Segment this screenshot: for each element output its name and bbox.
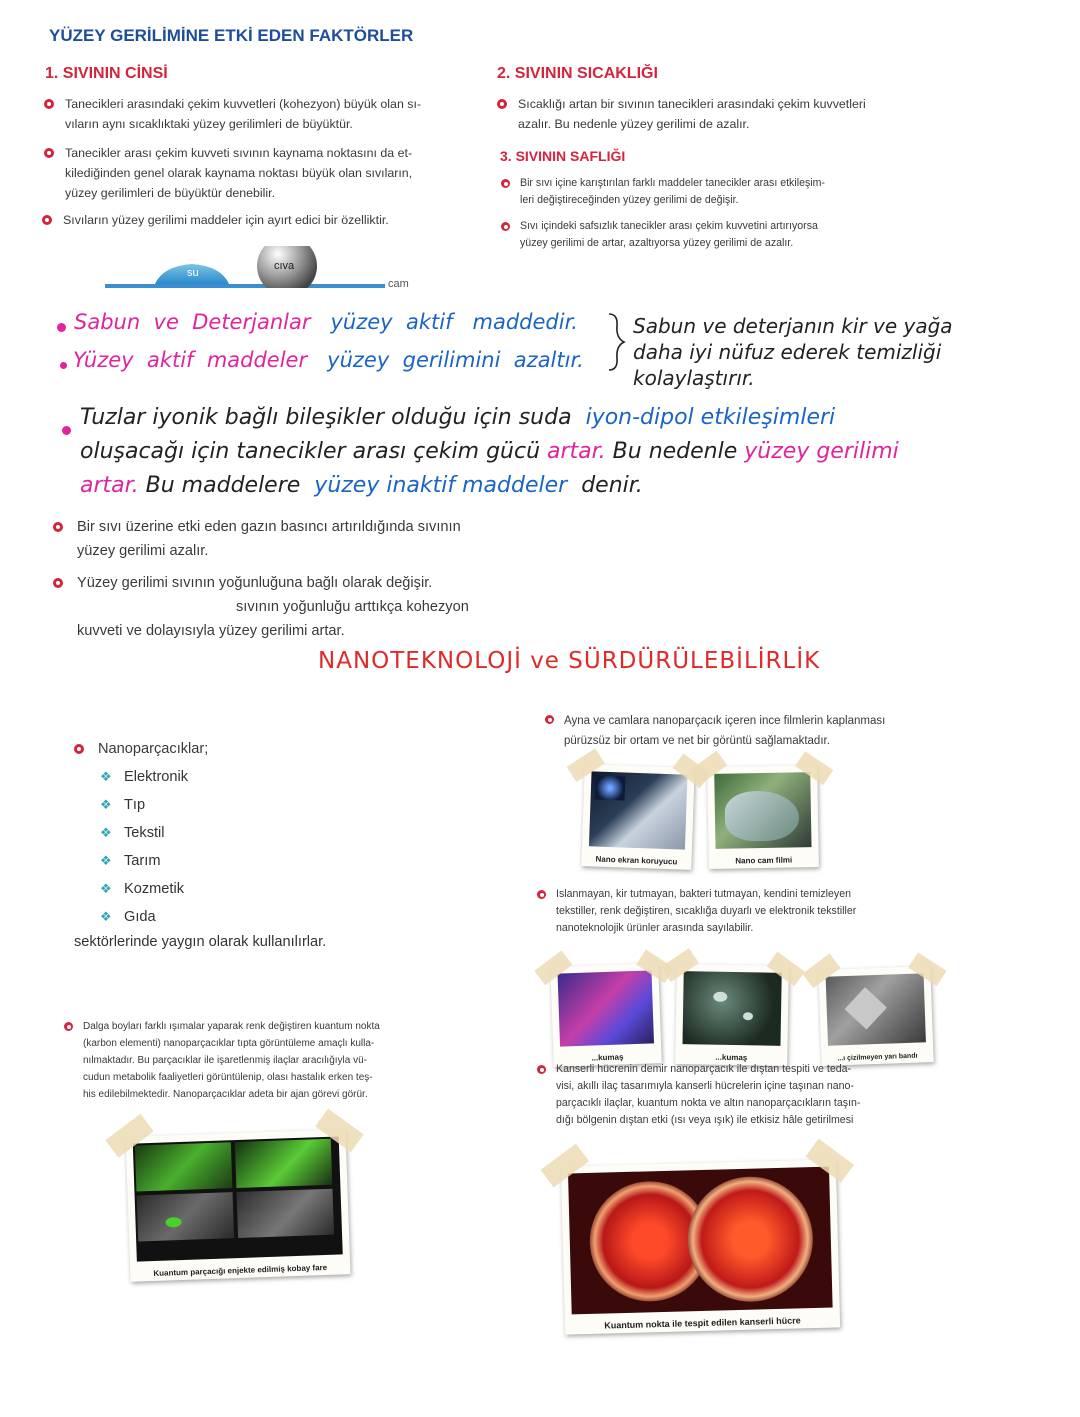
gas-bullet-1: Bir sıvı üzerine etki eden gazın basıncı artırıldığında sıvının yüzey gerilimi azalır.: [53, 515, 493, 563]
nano-intro: Nanoparçacıklar;: [74, 737, 208, 761]
cancer-caption: Kuantum nokta ile tespit edilen kanserli hücre: [604, 1315, 801, 1331]
textile-photo-1: [550, 963, 661, 1067]
bullet-icon: [53, 522, 63, 532]
note-dot-3: [62, 426, 71, 435]
section-2-heading: 2. SIVININ SICAKLIĞI: [497, 65, 658, 82]
brace-mark: [606, 312, 628, 372]
diamond-icon: ❖: [100, 909, 112, 924]
nano-heading: NANOTEKNOLOJİ ve SÜRDÜRÜLEBİLİRLİK: [318, 648, 821, 674]
screen-protector-photo: [581, 764, 694, 870]
bullet-icon: [501, 179, 510, 188]
textile-photo-2: [675, 964, 789, 1066]
cancer-cell-photo: [561, 1159, 840, 1334]
sector-list: [100, 763, 188, 931]
mouse-caption: Kuantum parçacığı enjekte edilmiş kobay fare: [153, 1262, 328, 1278]
handwritten-note-3: Tuzlar iyonik bağlı bileşikler olduğu için suda iyon-dipol etkileşimleri oluşacağı için tanecikler arası çekim gücü artar. Bu nedenle yüzey gerilimi artar. Bu maddelere yüzey inaktif maddeler denir.: [80, 405, 899, 498]
diamond-icon: ❖: [100, 853, 112, 868]
surface-tension-diagram: [105, 246, 415, 292]
section-3-heading: 3. SIVININ SAFLIĞI: [500, 148, 626, 164]
cam-label: cam: [388, 278, 409, 290]
sec1-bullet-3: Sıvıların yüzey gerilimi maddeler için ayırt edici bir özelliktir.: [42, 210, 472, 230]
diamond-icon: ❖: [100, 797, 112, 812]
mouse-photo: [126, 1129, 351, 1282]
textile-caption-3: ...ı çizilmeyen yarı bandı: [837, 1052, 918, 1063]
cancer-bullet: Kanserli hücrenin demir nanoparçacık ile dıştan tespiti ve teda- visi, akıllı ilaç tasarımıyla kanserli hücrelerin içine taşınan nano- parçacıklı ilaçlar, kuantum nokta ve altın nanoparçacıkların taşın- dığı bölgenin dıştan etki (ısı veya ışık) ile etkisiz hâle getirilmesi: [537, 1061, 887, 1129]
list-item: ❖ Tıp: [100, 797, 146, 813]
sec2-bullet-1: Sıcaklığı artan bir sıvının tanecikleri arasındaki çekim kuvvetleri azalır. Bu nedenle yüzey gerilimi de azalır.: [497, 94, 917, 134]
bullet-icon: [537, 890, 546, 899]
bullet-icon: [64, 1022, 73, 1031]
page-title: YÜZEY GERİLİMİNE ETKİ EDEN FAKTÖRLER: [49, 26, 414, 45]
civa-label: cıva: [274, 260, 295, 272]
sec3-bullet-1: Bir sıvı içine karıştırılan farklı maddeler tanecikler arası etkileşim- leri değiştireceğinden yüzey gerilimi de değişir.: [501, 175, 881, 209]
diamond-icon: ❖: [100, 825, 112, 840]
mirror-film-photo: [707, 765, 819, 869]
section-1-heading: 1. SIVININ CİNSİ: [45, 65, 168, 82]
quantum-bullet: Dalga boyları farklı ışımalar yaparak renk değiştiren kuantum nokta (karbon elementi) nanoparçacıklar tıpta görüntüleme amaçlı kulla- nılmaktadır. Bu parçacıklar ile işaretlenmiş ilaçlar aracılığıyla vü- cudun metabolik faaliyetleri görüntülenip, olası hastalık erken teş- his edilebilmektedir. Nanoparçacıklar adeta bir ajan görevi görür.: [64, 1018, 404, 1103]
note-dot-2: [60, 362, 67, 369]
handwritten-note-2: Yüzey aktif maddeler yüzey gerilimini azaltır.: [73, 348, 584, 372]
gas-bullet-2-line-2: sıvının yoğunluğu arttıkça kohezyon: [236, 599, 469, 615]
textile-caption-2: ...kumaş: [715, 1052, 748, 1063]
bullet-icon: [44, 99, 54, 109]
bullet-icon: [44, 148, 54, 158]
list-item: ❖ Tekstil: [100, 825, 165, 841]
textile-bullet: Islanmayan, kir tutmayan, bakteri tutmayan, kendini temizleyen tekstiller, renk değiştiren, sıcaklığa duyarlı ve elektronik tekstiller nanoteknolojik ürünler arasında sayılabilir.: [537, 886, 887, 937]
bullet-icon: [42, 215, 52, 225]
list-item: ❖ Elektronik: [100, 769, 189, 785]
bullet-icon: [537, 1065, 546, 1074]
handwritten-note-1: Sabun ve Deterjanlar yüzey aktif maddedir.: [74, 310, 578, 334]
bullet-icon: [53, 578, 63, 588]
bullet-icon: [497, 99, 507, 109]
gas-bullet-2-line-3: kuvveti ve dolayısıyla yüzey gerilimi artar.: [77, 623, 345, 639]
mirror-bullet: Ayna ve camlara nanoparçacık içeren ince filmlerin kaplanması pürüzsüz bir ortam ve net bir görüntü sağlamaktadır.: [545, 711, 925, 751]
bullet-icon: [74, 744, 84, 754]
bullet-icon: [501, 222, 510, 231]
screen-caption: Nano ekran koruyucu: [595, 854, 678, 867]
sec3-bullet-2: Sıvı içindeki safsızlık tanecikler arası çekim kuvvetini artırıyorsa yüzey gerilimi de artar, azaltıyorsa yüzey gerilimi de azalır.: [501, 218, 881, 252]
textile-caption-1: ...kumaş: [591, 1052, 624, 1063]
nano-outro: sektörlerinde yaygın olarak kullanılırlar.: [74, 934, 327, 950]
bullet-icon: [545, 715, 554, 724]
gas-bullet-2: Yüzey gerilimi sıvının yoğunluğuna bağlı olarak değişir.: [53, 571, 493, 595]
note-dot-1: [57, 323, 66, 332]
list-item: ❖ Gıda: [100, 909, 156, 925]
handwritten-brace-note: Sabun ve deterjanın kir ve yağa daha iyi nüfuz ederek temizliği kolaylaştırır.: [633, 314, 953, 390]
list-item: ❖ Kozmetik: [100, 881, 185, 897]
mirror-caption: Nano cam filmi: [735, 855, 793, 866]
list-item: ❖ Tarım: [100, 853, 161, 869]
sec1-bullet-1: Tanecikleri arasındaki çekim kuvvetleri (kohezyon) büyük olan sı- vıların aynı sıcaklıktaki yüzey gerilimleri de büyüktür.: [44, 94, 464, 134]
diamond-icon: ❖: [100, 769, 112, 784]
textile-photo-3: [818, 966, 933, 1066]
sec1-bullet-2: Tanecikler arası çekim kuvveti sıvının kaynama noktasını da et- kilediğinden genel olarak kaynama noktası büyük olan sıvıların, yüzey gerilimleri de büyüktür denebilir.: [44, 143, 464, 203]
diamond-icon: ❖: [100, 881, 112, 896]
su-label: su: [187, 267, 199, 279]
